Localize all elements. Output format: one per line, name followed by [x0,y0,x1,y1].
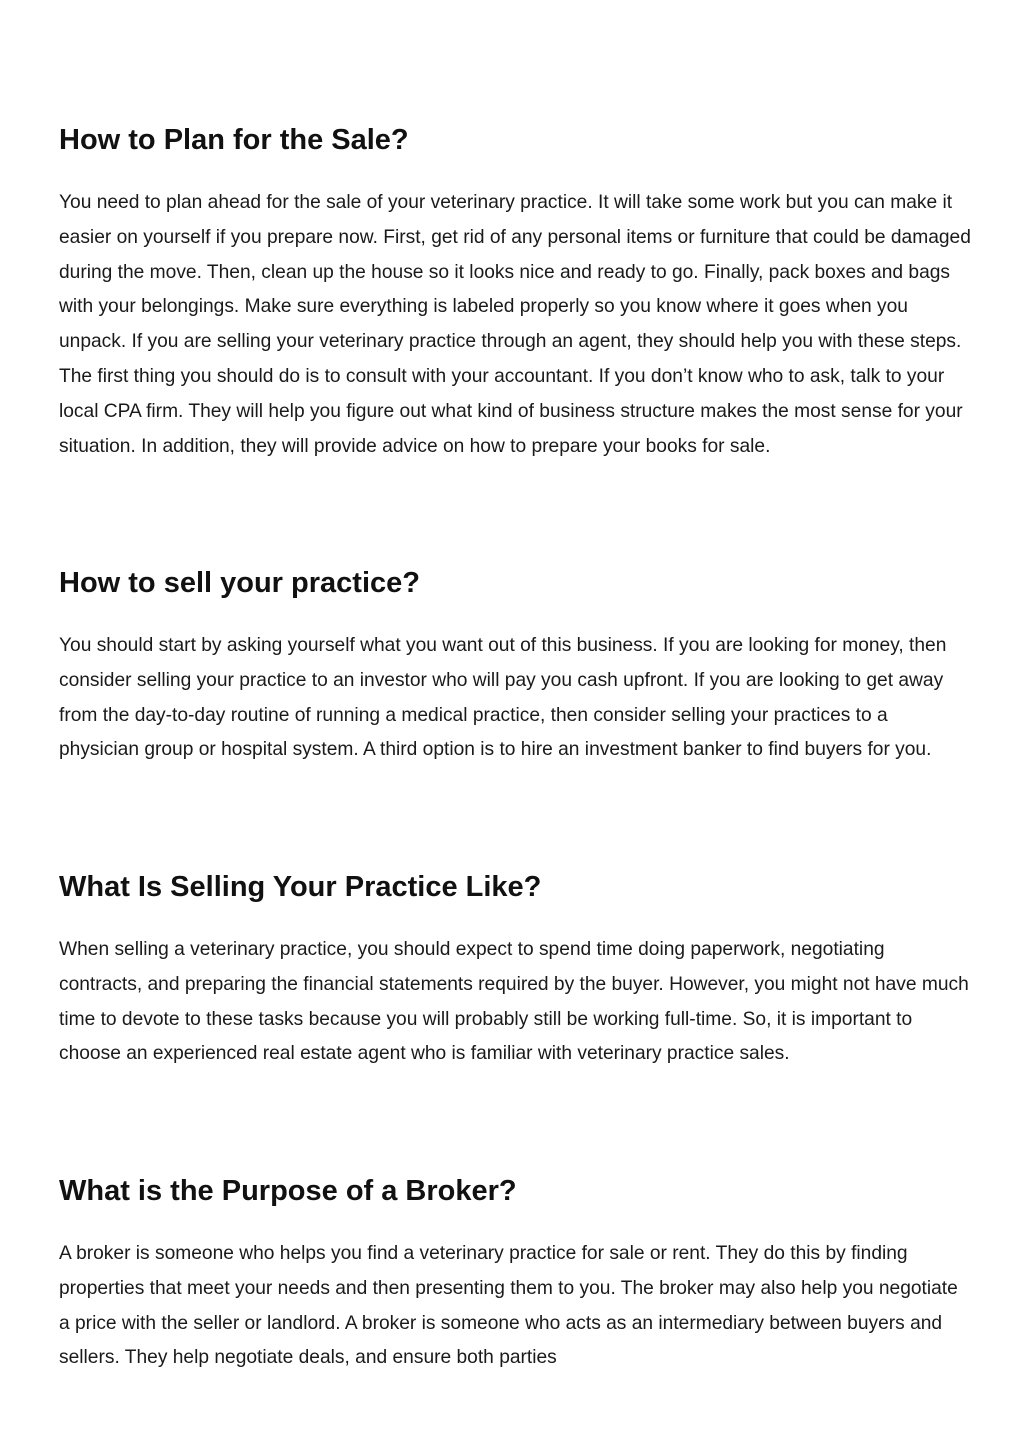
section-heading: What is the Purpose of a Broker? [59,1175,517,1207]
section-body: A broker is someone who helps you find a veterinary practice for sale or rent. They do this by finding properties that meet your needs and then presenting them to you. The broker may also help you negotiate a price with the seller or landlord. A broker is someone who acts as an intermediary between buyers and sellers. They help negotiate deals, and ensure both parties [59,1243,958,1369]
section-body: You need to plan ahead for the sale of your veterinary practice. It will take some work but you can make it easier on yourself if you prepare now. First, get rid of any personal items or furniture that could be damaged during the move. Then, clean up the house so it looks nice and ready to go. Finally, pack boxes and bags with your belongings. Make sure everything is labeled properly so you know where it goes when you unpack. If you are selling your veterinary practice through an agent, they should help you with these steps. The first thing you should do is to consult with your accountant. If you don’t know who to ask, talk to your local CPA firm. They will help you figure out what kind of business structure makes the most sense for your situation. In addition, they will provide advice on how to prepare your books for sale. [59,192,971,457]
section-body: You should start by asking yourself what you want out of this business. If you are looking for money, then consider selling your practice to an investor who will pay you cash upfront. If you are looking to get away from the day-to-day routine of running a medical practice, then consider selling your practices to a physician group or hospital system. A third option is to hire an investment banker to find buyers for you. [59,635,947,761]
section-selling-like [59,869,971,1072]
section-how-to-sell [59,565,971,768]
section-heading: How to sell your practice? [59,567,420,599]
section-plan-for-sale [59,122,971,464]
section-heading: How to Plan for the Sale? [59,124,409,156]
section-heading: What Is Selling Your Practice Like? [59,871,542,903]
section-broker-purpose [59,1173,971,1376]
section-body: When selling a veterinary practice, you should expect to spend time doing paperwork, negotiating contracts, and preparing the financial statements required by the buyer. However, you might not have much time to devote to these tasks because you will probably still be working full-time. So, it is important to choose an experienced real estate agent who is familiar with veterinary practice sales. [59,939,969,1065]
